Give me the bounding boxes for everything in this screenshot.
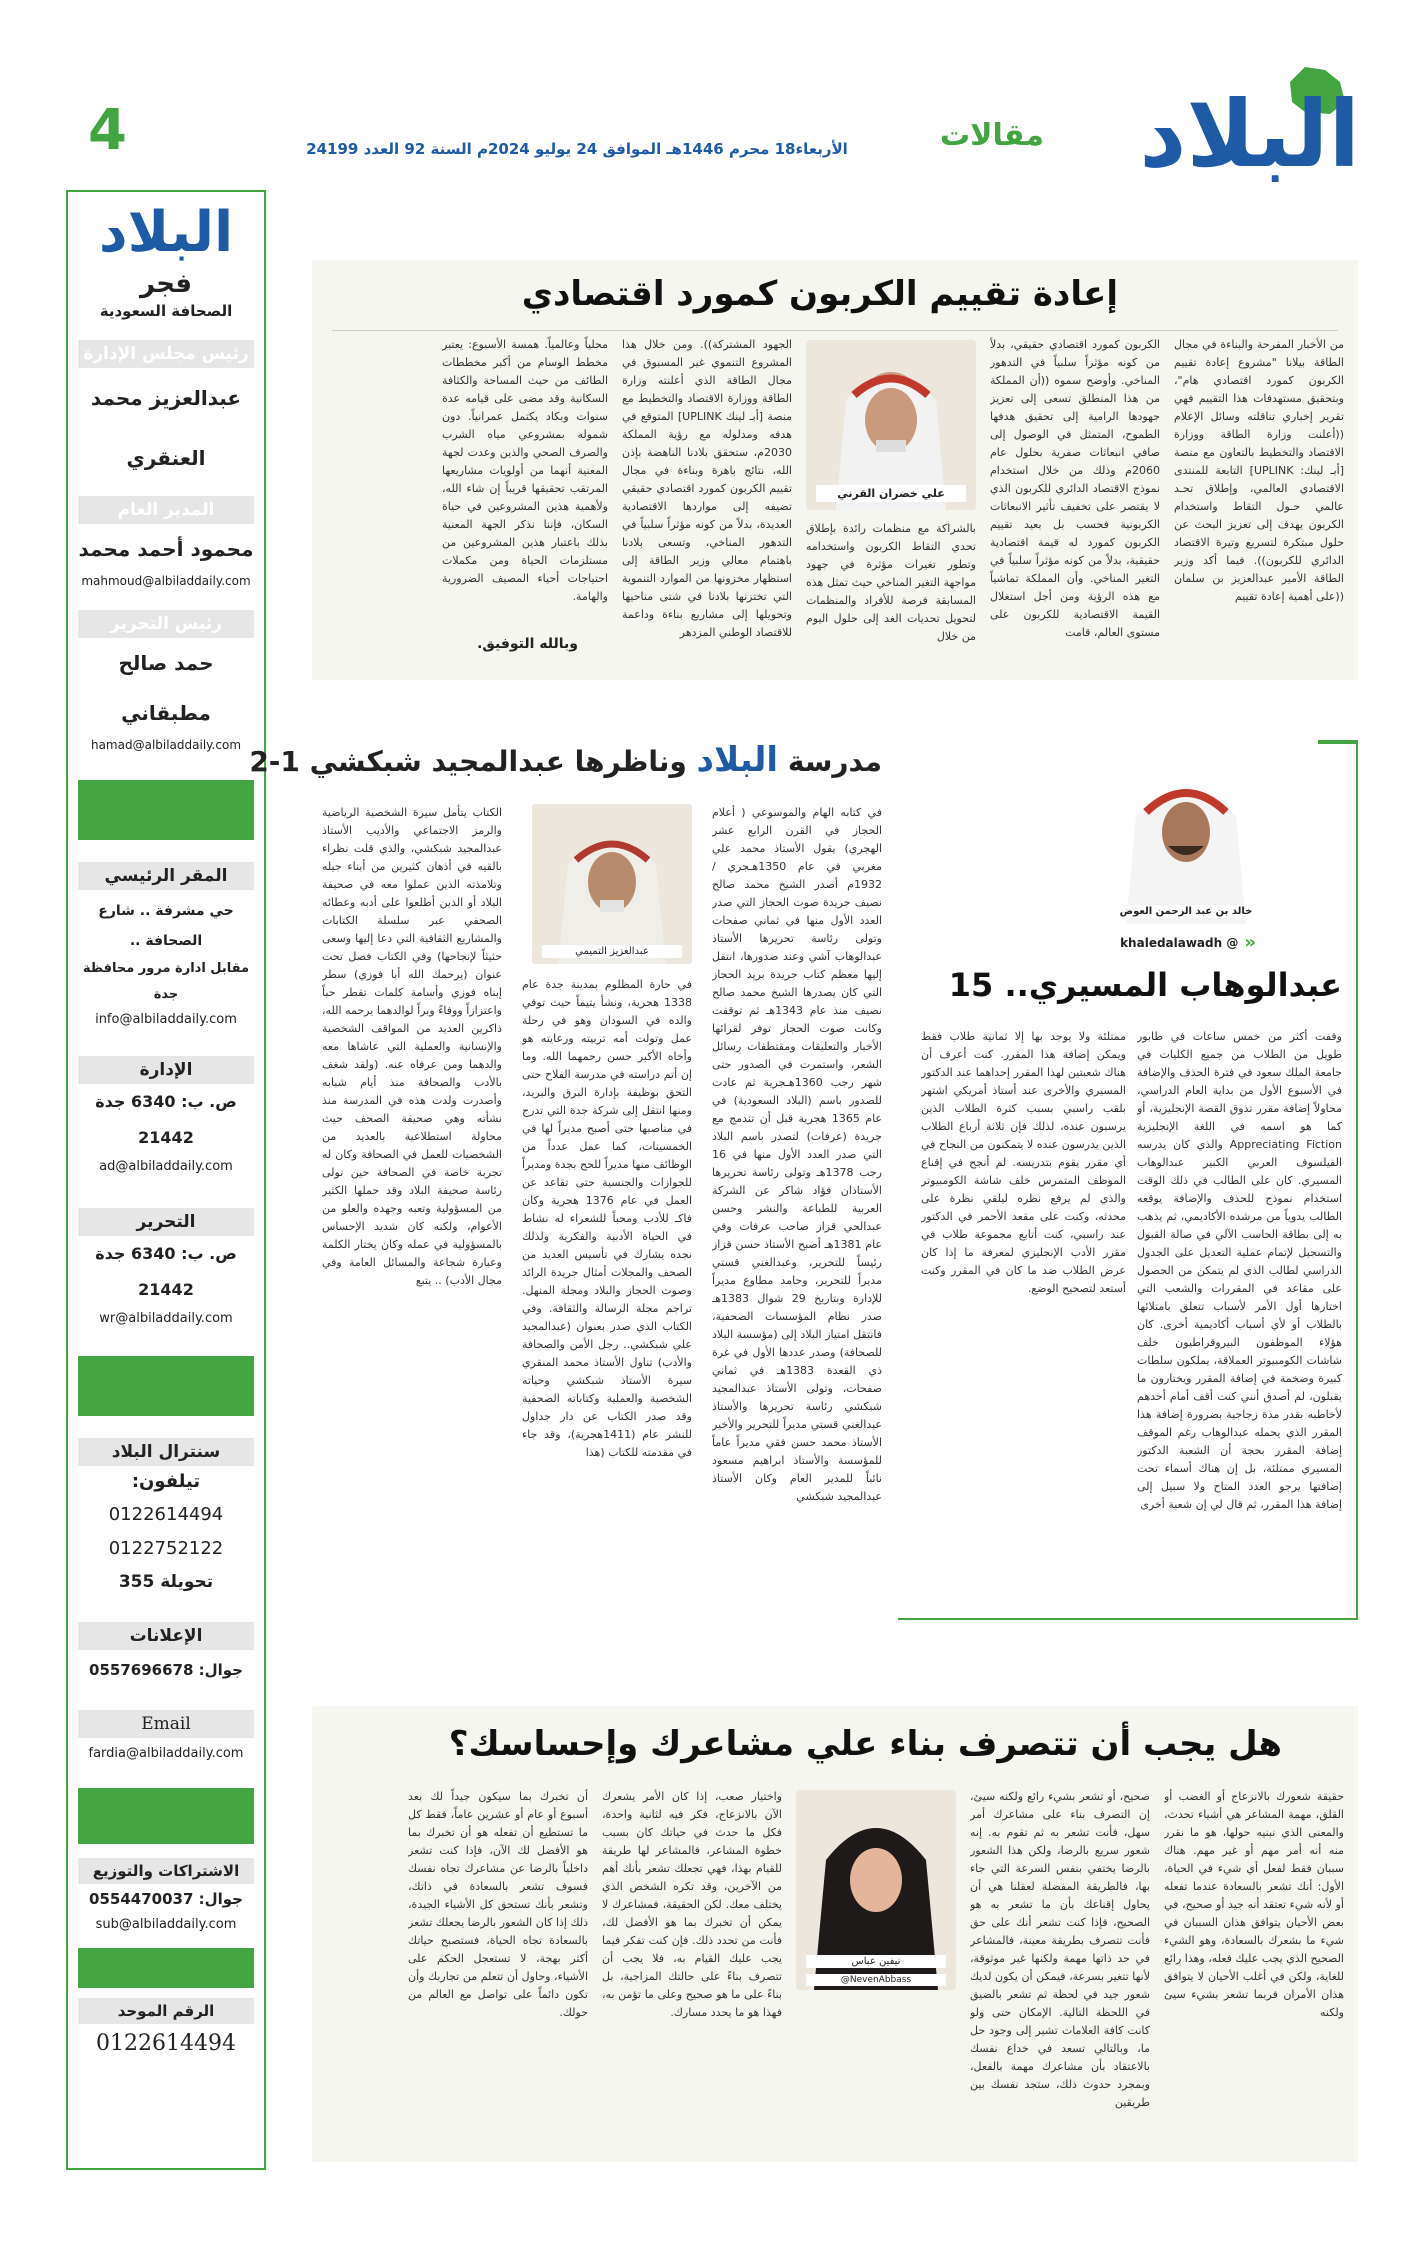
masthead bbox=[0, 0, 1420, 190]
central-head: سنترال البلاد bbox=[78, 1438, 254, 1466]
author-name-tamimi: عبدالعزيز التميمي bbox=[542, 945, 682, 958]
article-masiri bbox=[898, 740, 1358, 1620]
author-photo-neven bbox=[796, 1790, 956, 1990]
author-portrait-icon-2 bbox=[532, 804, 692, 964]
admin-head: الإدارة bbox=[78, 1056, 254, 1084]
subs-block bbox=[78, 1858, 254, 1936]
gm-name: محمود أحمد محمد bbox=[78, 537, 254, 561]
article-carbon-title: إعادة تقييم الكربون كمورد اقتصادي bbox=[521, 274, 1118, 314]
hq-line-1: حي مشرفة .. شارع الصحافة .. bbox=[98, 903, 234, 949]
article-feelings-col-4: أن تخبرك بما سيكون جيداً لك بعد أسبوع أو عام أو عشرين عاماً، فقط كل ما تستطيع أن تفعله هو أن تخبرك بما هو الأفضل لك الآن، فإذا كنت تشعر داخلياً بالرضا عن مشاعرك تجاه نفسك فسوف تشعر بالسعادة في ذاتك، وتشعر بأنك تستحق كل الأشياء الجيدة، ذلك إذا كان الشعور بالرضا يجعلك تشعر بالسعادة تجاه الحياة، فستصبح حياتك أكثر بهجة، لا تستعجل الحكم على الأشياء، وحاول أن تتعلم من تجاربك وأن تكون دائماً على تواصل مع العالم من حولك. bbox=[408, 1790, 588, 2019]
article-carbon-closing: وبالله التوفيق. bbox=[477, 636, 578, 652]
article-feelings-col-1: حقيقة شعورك بالانزعاج أو الغضب أو القلق، مهمة المشاعر هي أشياء تحدث، والمعنى الذي نبنيه حولها، هو ما نقرر منه أنه أمر مهم أو غير مهم. هناك سببان فقط لفعل أي شيء في الحياة، الأول: أنك تشعر بالسعادة عندما تفعله أو لأنه شيء تعتقد أنه جيد أو صحيح، في بعض الأحيان يتوافق هذان السببان في شيء ما بشعرك بالسعادة، وهو الشيء الصحيح الذي يجب عليك فعله، وهذا رائع للغاية، ولكن في أغلب الأحيان لا يتوافق هذان الأمران فربما تشعر بشيء سيئ ولكنه bbox=[1164, 1790, 1344, 2019]
article-feelings bbox=[312, 1706, 1358, 2162]
hq-line-2: مقابل ادارة مرور محافظة جدة bbox=[82, 961, 250, 1002]
unified-head: الرقم الموحد bbox=[78, 1998, 254, 2024]
article-carbon-col-3: بالشراكة مع منظمات رائدة بإطلاق تحدي التقاط الكربون واستخدامه وتطور تغيرات مؤثرة في جهود مواجهة التغير المناخي حيث تمثل هذه المسابقة فرصة للأفراد والمنظمات لتحويل تحديات الغد إلى حلول اليوم من خلال bbox=[806, 522, 976, 643]
logo bbox=[1110, 70, 1360, 190]
author-name-ali: علي خضران القرني bbox=[816, 485, 966, 502]
hq-block bbox=[78, 862, 254, 1032]
article-masiri-title: عبدالوهاب المسيري.. 15 bbox=[948, 966, 1342, 1004]
editorial-line-1: ص. ب: 6340 جدة 21442 bbox=[95, 1244, 237, 1299]
ads-block bbox=[78, 1622, 254, 1690]
article-carbon-col-4: الجهود المشتركة)). ومن خلال هذا المشروع التنموي غير المسبوق في مجال الطاقة الذي أعلنته وزارة الطاقة ووزارة الاقتصاد والتخطيط مع منصة [أبـ لينك UPLINK] المتوقع في هدفه ومدلوله مع رؤية المملكة 2030م، ستحقق بلادنا الناهضة بإذن الله، نتائج باهرة وبناءة في مجال تقييم الكربون كمورد اقتصادي حقيقي تضيفه إلى مواردها الاقتصادية العديدة، بدلاً من كونه مؤثراً سلبياً في التدهور المناخي، وتسعى بلادنا باهتمام معالي وزير الطاقة إلى استظهار مخزونها من الموارد التنموية التي تختزنها بلادنا في شتى مناحيها وتحويلها إلى مشاريع بناءة وداعمة للاقتصاد الوطني المزدهر bbox=[622, 338, 792, 639]
article-carbon bbox=[312, 260, 1358, 680]
section-title: مقالات bbox=[940, 118, 1044, 153]
article-shubukshi bbox=[249, 740, 882, 1620]
author-name-neven: نيفين عباس bbox=[806, 1955, 946, 1968]
subs-phone[interactable]: جوال: 0554470037 bbox=[89, 1890, 243, 1908]
author-portrait-icon-3 bbox=[1106, 754, 1266, 924]
title-logo: البلاد bbox=[696, 740, 779, 780]
twitter-arrow-icon: « bbox=[1244, 932, 1256, 953]
title-rule bbox=[332, 330, 1338, 331]
board-chair-head: رئيس مجلس الإدارة bbox=[78, 340, 254, 368]
sidebar-logo: البلاد bbox=[98, 200, 234, 265]
corner-accent bbox=[1318, 740, 1358, 744]
unified-block bbox=[78, 1998, 254, 2064]
phone-1[interactable]: 0122614494 bbox=[108, 1504, 224, 1525]
article-feelings-col-3: واختيار صعب، إذا كان الأمر يشعرك الآن بالانزعاج، فكر فيه لثانية واحدة، فكل ما حدث في حياتك كان بسبب خطوة المشاعر، فالمشاعر لها طريقة للقيام بهذا، فهي تجعلك تشعر بأنك أهم من الآخرين، وقد تكره الشخص الذي يختلف معك. لكن الحقيقة، فمشاعرك لا يمكن أن تخبرك بما هو الأفضل لك، فأنت من تحدد ذلك. فإن كنت تفكر فيما يجب عليك القيام به، فلا يجب أن تتصرف بناءً على حالتك المزاجية، بل بناءً على ما هو صحيح وعلى ما تؤمن به، فهذا هو ما يحدد مسارك. bbox=[602, 1790, 782, 2019]
logo-wordmark: البلاد bbox=[1139, 81, 1360, 188]
author-name-khaled: خالد بن عبد الرحمن العوض bbox=[1116, 905, 1256, 918]
subs-head: الاشتراكات والتوزيع bbox=[78, 1858, 254, 1884]
page-number: 4 bbox=[88, 98, 127, 163]
editorial-email[interactable]: wr@albiladdaily.com bbox=[99, 1311, 233, 1326]
ads-head: الإعلانات bbox=[78, 1622, 254, 1650]
editor-block bbox=[78, 610, 254, 752]
article-shubukshi-col-1: في كتابه الهام والموسوعي ( أعلام الحجاز في القرن الرابع عشر الهجري) يقول الأستاذ محمد علي مغربي في عام 1350هـجري / 1932م أصدر الشيخ محمد صالح نصيف جريدة صوت الحجاز التي صدر العدد الأول منها في ثماني صفحات وتولى رئاسة تحريرها الأستاذ عبدالوهاب آشي وعند صدورها، انتقل إليها معظم كتاب جريدة بريد الحجاز التي كان يصدرها الشيخ محمد صالح نصيف منذ عام 1343هـ ثم توقفت وكانت صوت الحجاز توفر لقرائها الأخبار والتعليقات ومقتطفات رسائل الشعر، واستمرت في الصدور حتى شهر رجب 1360هـجرية ثم عادت للصدور باسم (البلاد السعودية) في عام 1365 هجرية قبل أن تندمج مع جريدة (عرفات) لتصدر باسم البلاد التي صدر العدد الأول منها في 16 رجب 1378هـ وتولى رئاسة تحريرها الأستاذان فؤاد شاكر عن الشركة العربية للطباعة والنشر وحسن عبدالحي قزاز صاحب عرفات وفي عام 1381هـ أصبح الأستاذ حسن قزاز رئيساً للتحرير، وعبدالغني قستي مديراً للتحرير، وحامد مطاوع مديراً للإدارة وبتاريخ 29 شوال 1383هـ صدر نظام المؤسسات الصحفية، فانتقل امتياز البلاد إلى (مؤسسة البلاد للصحافة) وصدر عددها الأول في غرة ذي القعدة 1383هـ في ثماني صفحات، وتولى الأستاذ عبدالمجيد شبكشي رئاسة تحريرها والأستاذ عبدالغني قستي مديراً للتحرير والأخير الأستاذ محمد حسن فقي مديراً عاماً للمؤسسة والأستاذ ابراهيم مسعود نائباً للمدير العام وكان الأستاذ عبدالمجيد شبكشي bbox=[712, 806, 882, 1503]
article-feelings-title: هل يجب أن تتصرف بناء علي مشاعرك وإحساسك؟ bbox=[448, 1724, 1282, 1764]
phone-ext: تحويلة 355 bbox=[118, 1572, 214, 1592]
email-block bbox=[78, 1710, 254, 1770]
editor-head: رئيس التحرير bbox=[78, 610, 254, 638]
article-masiri-col-1: وقفت أكثر من خمس ساعات في طابور طويل من الطلاب من جميع الكليات في جامعة الملك سعود في فترة الحذف والإضافة في الأسبوع الأول من بداية العام الدراسي، محاولاً إضافة مقرر تذوق القصة الإنجليزية، أو كما هو اسمه في اللغة الإنجليزية Appreciating Fiction والذي كان يدرسه الفيلسوف العربي الكبير عبدالوهاب المسيري. كان على الطالب في ذلك الوقت استخدام نموذج للحذف والإضافة يوقعه الطالب يدوياً من مرشده الأكاديمي، ثم يذهب به إلى بطاقة الحاسب الآلي في صالة القبول والتسجيل لإتمام عملية التعديل على الجدول الدراسي لطالب الذي لم يتمكن من الحصول على مقاعد في المقررات والشعب التي اختارها أول الأمر لأسباب تتعلق بامتلائها بالطلاب أو لأي أسباب أكاديمية أخرى. كان هؤلاء الموظفون البيروقراطيون خلف شاشات الكومبيوتر العملاقة، يملكون سلطات كبيرة وضخمة في إضافة المقرر ويختارون ما يقبلون، لم أصدق أنني كنت أقف أمام أحدهم لأخاطبه بقدر مدة زجاجية بضرورة إضافة هذا المقرر الذي يحمله عبدالوهاب رغم الموقف إضافة المقرر بحجة أن الشعبة الدكتور المسيري ممتلئة، بل إن هناك أسماء تحت إضافتها يرجو العدد المتاح ولا سبيل إلى إضافة هذا المقرر، ثم قال لي إن شعبة أخرى bbox=[1137, 1030, 1342, 1511]
admin-line-1: ص. ب: 6340 جدة 21442 bbox=[95, 1092, 237, 1147]
gm-email[interactable]: mahmoud@albiladdaily.com bbox=[81, 574, 251, 588]
article-masiri-col-2: ممتلئة ولا يوجد بها إلا ثمانية طلاب فقط ويمكن إضافة هذا المقرر. كنت أعرف أن هناك شعبتين لهذا المقرر إحداهما عند الدكتور المسيري والأخرى عند أستاذ أمريكي اشتهر بلقب راسبي بسبب كثرة الطلاب الذين يرسبون عنده، لذلك فإن ثلاثة أرباع الطلاب الذين يدرسون عنده لا يتمكنون من النجاح في أي مقرر يقوم بتدريسه. لم أنجح في إقناع الموظف المتمرس خلف شاشة الكومبيوتر والذي لم يرفع نظره ليلقي نظرة على محدثه، وكنت على مقعد الأحمر في الدكتور عند راسبي، كنت أتابع مجموعة طلاب في مقرر الأدب الإنجليزي لمعرفة ما إذا كان عرض الطلاب ضد ما كان في المقرر وكنت أستعد لتصحيح الوضع. bbox=[921, 1030, 1126, 1295]
dateline: الأربعاء18 محرم 1446هـ الموافق 24 يوليو 2024م السنة 92 العدد 24199 bbox=[306, 140, 848, 158]
editorial-block bbox=[78, 1208, 254, 1330]
editorial-head: التحرير bbox=[78, 1208, 254, 1236]
article-carbon-col-5: محلياً وعالمياً. همسة الأسبوع: يعتبر مخطط الوسام من أكبر مخططات الطائف من حيث المساحة والكثافة السكانية وقد مضى على قيامه عدة سنوات وبكاد يكتمل عمرانياً. دون شموله بمشروعي مياه الشرب والصرف الصحي والذين وعدت لجهة المعنية أنهما من أولويات مشاريعها المرتقب تحقيقها قريباً إن شاء الله، ولأهمية هذين المشروعين في حياة السكان، فإننا نذكر الجهة المعنية بذلك باعتبار هذين المشروعين من مستلزمات الحياة ومن مكملات احتياجات أحياء المصيف الضرورية والهامة. bbox=[442, 338, 608, 603]
author-handle-khaled bbox=[1120, 932, 1256, 953]
handle-text[interactable]: @ khaledalawadh bbox=[1120, 935, 1239, 950]
board-chair-name: عبدالعزيز محمد العنقري bbox=[90, 386, 242, 470]
sidebar bbox=[66, 190, 266, 2170]
phone-2[interactable]: 0122752122 bbox=[108, 1538, 224, 1559]
green-spacer-2 bbox=[78, 1356, 254, 1416]
email-line[interactable]: fardia@albiladdaily.com bbox=[88, 1746, 244, 1761]
editor-name: حمد صالح مطبقاني bbox=[118, 651, 214, 725]
admin-block bbox=[78, 1056, 254, 1178]
green-spacer-1 bbox=[78, 780, 254, 840]
sidebar-tagline-1: فجر bbox=[140, 269, 192, 299]
article-shubukshi-col-2: في حارة المظلوم بمدينة جدة عام 1338 هجرية، ونشأ يتيماً حيث توفي والده في السودان وهو في رحلة عمل وتولت أمه تربيته ورعايته هو وأخاه الأكبر حسن رحمهما الله. وما إن أتم دراسته في مدرسة الفلاح حتى التحق بوظيفة بإدارة البرق والبريد، ومنها انتقل إلى شركة جدة التي تدرج في مناصبها حتى أصبح مديراً لها في الخمسينات، كما عمل عدداً من الوظائف منها مديراً للحج بجدة ومديراً للجوازات والجنسية حتى تقاعد عن العمل في عام 1376 هجرية وكان فاكـ للأدب ومحباً للشعراء له نشاط في الحياة الأدبية والفكرية ولذلك نجده يشارك في تأسيس العديد من الصحف والمجلات أمثال جريدة الرائد وصوت الحجاز والبلاد ومجلة المنهل. تراجم مجلة الرسالة والثقافة. وفي الكتاب الذي صدر بعنوان (عبدالمجيد علي شبكشي.. رجل الأمن والصحافة والأدب) تناول الأستاذ محمد المنقري سيرة الأستاذ شبكشي وحياته الشخصية والعملية وكتاباته الصحفية وقد صدر الكتاب عن دار جداول للنشر عام (1411هجرية)، وقد جاء في مقدمته للكتاب (هذا bbox=[522, 978, 692, 1459]
title-rest: وناظرها عبدالمجيد شبكشي 1-2 bbox=[249, 745, 687, 778]
gm-block bbox=[78, 496, 254, 588]
admin-email[interactable]: ad@albiladdaily.com bbox=[99, 1159, 233, 1174]
article-shubukshi-col-3: الكتاب يتأمل سيرة الشخصية الرياضية والرمز الاجتماعي والأديب الأستاذ عبدالمجيد شبكشي، والذي قلت نظراء بالقيه في أذهان كثيرين من أبناء جيله وتلامذته الذين عملوا معه في صحيفة البلاد أو الذين أطلعوا على أدبه وعطائه الصحفي عبر سلسلة الكتابات والمشاريع الثقافية التي دعا إليها وسعى حثيثاً لإنجاحها) وفي الكتاب فصل تحت عنوان (يرحمك الله أبا فوزي) سطر إبناه فوزي وأسامة كلمات تقطر حباً واعتزازاً ووفاءً وبراً لوالدهما يرحمه الله، ذاكرين العديد من المواقف الشخصية والإنسانية والعملية التي عاشاها معه والدهما ومن عرفاه عنه. (ولقد شغف بالأدب والصحافة منذ أيام شبابه وأصدرت ولدت هذه في المدرسة منذ نشأته وهي صحيفة الصحف حيث محاولة استطلاعية بالعديد من الشخصيات للعمل في الصحافة وكان له تجربة خاصة في الصحافة حين تولى رئاسة صحيفة البلاد وقد حملها الكثير من المسؤولية وتعبه وجهده والعلو من الأعوام، ولكنه كان شديد الإحساس بالمسؤولية في عمله وكان يختار الكلمة وعبارة شجاعة والمسائل العامة وفي مجال الأدب) .. يتبع bbox=[322, 806, 502, 1287]
author-photo-khaled bbox=[1106, 754, 1266, 924]
author-photo-tamimi bbox=[532, 804, 692, 964]
email-head: Email bbox=[78, 1710, 254, 1738]
editor-email[interactable]: hamad@albiladdaily.com bbox=[90, 738, 242, 752]
central-block bbox=[78, 1438, 254, 1598]
green-spacer-4 bbox=[78, 1948, 254, 1988]
hq-head: المقر الرئيسي bbox=[78, 862, 254, 890]
title-prefix: مدرسة bbox=[787, 745, 882, 778]
phone-label: تيلفون: bbox=[131, 1471, 201, 1492]
article-carbon-col-1: من الأخبار المفرحة والبناءة في مجال الطاقة بيلانا "مشروع إعادة تقييم الكربون كمورد اقتصادي هام"، وبتحقيق مستهدفات هذا التقييم فهي تقرير إخباري تناقلته وسائل الإعلام ((أعلنت وزارة الطاقة ووزارة الاقتصاد والتخطيط بالتعاون مع منصة [أبـ لينك: UPLINK] التابعة للمنتدى الاقتصادي العالمي، وإطلاق تحـد عالمي حـول التقاط واستخدام الكربون يهدف إلى تعزيز البحث عن حلول مبتكرة لتسريع وتيرة الاقتصاد الدائري للكربون)). فيما أكد وزير الطاقة الأمير عبدالعزيز بن سلمان ((على أهمية إعادة تقييم bbox=[1174, 338, 1344, 603]
author-photo-ali bbox=[806, 340, 976, 510]
article-carbon-col-2: الكربون كمورد اقتصادي حقيقي، بدلاً من كونه مؤثراً سلبياً في التدهور المناخي. وأوضح سموه ((أن المملكة من هذا المنطلق تسعى إلى تعزيز جهودها الرامية إلى تحقيق هدفها الطموح، المتمثل في الوصول إلى صافي انبعاثات صفرية بحلول عام 2060م وذلك من خلال استخدام نموذج الاقتصاد الدائري للكربون الذي لا يقتصر على تخفيف تأثير الانبعاثات الكربونية فحسب بل بعيد تقييم الكربون كمورد له قيمة اقتصادية حقيقية، بدلاً من كونه مؤثراً سلبياً في التغير المناخي. وأن المملكة تماشياً مع هذه الرؤية ومن أجل استغلال القيمة الاقتصادية للكربون على مستوى العالم، قامت bbox=[990, 338, 1160, 639]
author-handle-neven[interactable]: @NevenAbbass bbox=[806, 1974, 946, 1986]
ads-phone[interactable]: جوال: 0557696678 bbox=[89, 1661, 243, 1679]
unified-number[interactable]: 0122614494 bbox=[96, 2031, 236, 2056]
sidebar-tagline-2: الصحافة السعودية bbox=[99, 302, 233, 320]
article-feelings-col-2: صحيح، أو تشعر بشيء رائع ولكنه سيئ، إن التصرف بناء على مشاعرك أمر سهل، فأنت تشعر به ثم تقوم به. إنه شعور سريع بالرضا، ولكن هذا الشعور بالرضا يختفي بنفس السرعة التي جاء بها، فالطريقة المفضلة لعقلنا هي أن يحاول إقناعك بأن ما تشعر به هو الصحيح، فإذا كنت تشعر أنك على حق فأنت تتصرف بطريقة معينة، فالمشاعر في حد ذاتها مهمة ولكنها غير موثوقة، لأنها تتغير بسرعة، فيمكن أن يكون لديك شعور جيد في لحظة ثم تشعر بالضيق في اللحظة التالية. الإمكان حتى ولو كانت كافة العلامات تشير إلى وجود حل ما، وبالتالي تسعد في خداع نفسك بالاعتقاد بأن مشاعرك مهمة بالفعل، وبمجرد حدوث ذلك، ستجد نفسك بين طريقين bbox=[970, 1790, 1150, 2109]
board-chair-block bbox=[78, 340, 254, 488]
article-shubukshi-title bbox=[249, 740, 882, 780]
subs-email[interactable]: sub@albiladdaily.com bbox=[95, 1917, 237, 1932]
gm-head: المدير العام bbox=[78, 496, 254, 524]
green-spacer-3 bbox=[78, 1788, 254, 1844]
hq-email[interactable]: info@albiladdaily.com bbox=[95, 1012, 237, 1027]
